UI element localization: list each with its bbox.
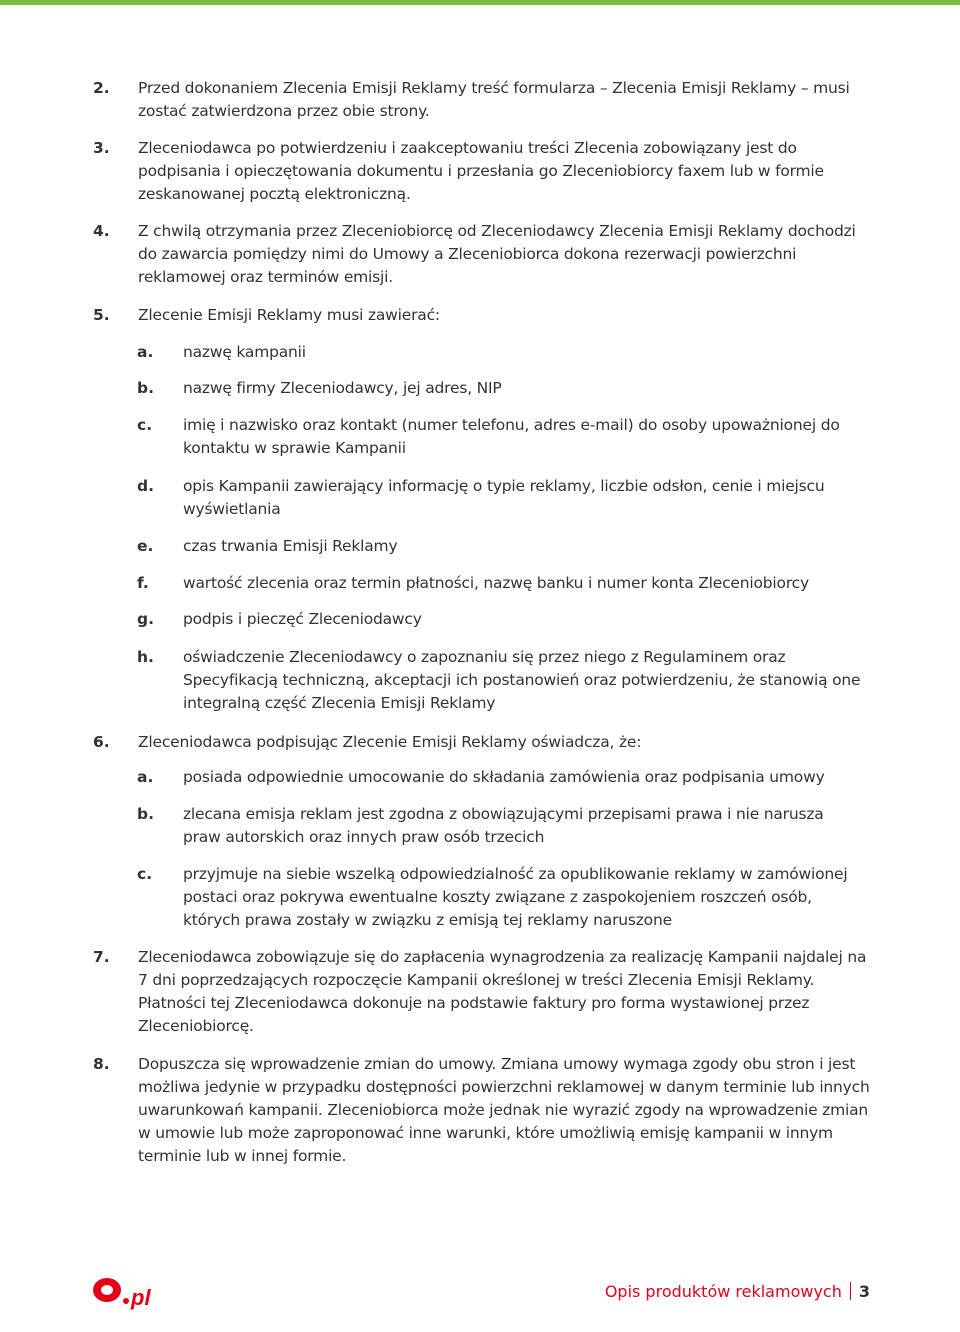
sub-item-text: oświadczenie Zleceniodawcy o zapoznaniu się przez niego z Regulaminem oraz Specyfikacją techniczną, akceptacji ich postanowień oraz potwierdzeniu, że stanowią one integralną część Zlecenia Emisji Reklamy [183, 648, 861, 712]
item-number: 2. [93, 79, 110, 97]
item-text: Zleceniodawca zobowiązuje się do zapłacenia wynagrodzenia za realizację Kampanii najdalej na 7 dni poprzedzających rozpoczęcie Kampanii określonej w treści Zlecenia Emisji Reklamy. Płatności tej Zleceniodawca dokonuje na podstawie faktury pro forma wystawionej przez Zleceniobiorcę. [138, 948, 867, 1035]
sub-item-text: czas trwania Emisji Reklamy [183, 537, 398, 555]
item-text: Zleceniodawca po potwierdzeniu i zaakceptowaniu treści Zlecenia zobowiązany jest do podpisania i opieczętowania dokumentu i przesłania go Zleceniobiorcy faxem lub w formie zeskanowanej pocztą elektroniczną. [138, 139, 824, 203]
sub-item-letter: h. [137, 648, 154, 666]
sub-item-letter: e. [137, 537, 154, 555]
item-number: 8. [93, 1055, 110, 1073]
sub-item-text: opis Kampanii zawierający informację o typie reklamy, liczbie odsłon, cenie i miejscu wyświetlania [183, 477, 825, 518]
item-text: Przed dokonaniem Zlecenia Emisji Reklamy treść formularza – Zlecenia Emisji Reklamy – musi zostać zatwierdzona przez obie strony. [138, 79, 850, 120]
footer-title [605, 1281, 870, 1303]
sub-item-letter: d. [137, 477, 154, 495]
sub-item-text: zlecana emisja reklam jest zgodna z obowiązującymi przepisami prawa i nie narusza praw autorskich oraz innych praw osób trzecich [183, 805, 824, 846]
item-text: Dopuszcza się wprowadzenie zmian do umowy. Zmiana umowy wymaga zgody obu stron i jest możliwa jedynie w przypadku dostępności powierzchni reklamowej w danym terminie lub innych uwarunkowań kampanii. Zleceniobiorca może jednak nie wyrazić zgody na wprowadzenie zmian w umowie lub może zaproponować inne warunki, które umożliwią emisję kampanii w innym terminie lub w innej formie. [138, 1055, 870, 1165]
sub-item-letter: f. [137, 574, 149, 592]
svg-text:pl: pl [131, 1285, 151, 1310]
page-number: 3 [858, 1282, 870, 1301]
item-number: 6. [93, 733, 110, 751]
sub-item-letter: b. [137, 805, 154, 823]
item-text: Zlecenie Emisji Reklamy musi zawierać: [138, 306, 440, 324]
item-number: 4. [93, 222, 110, 240]
sub-item-text: przyjmuje na siebie wszelką odpowiedzialność za opublikowanie reklamy w zamówionej postaci oraz pokrywa ewentualne koszty związane z zaspokojeniem roszczeń osób, których prawa zostały w związku z emisją tej reklamy naruszone [183, 865, 848, 929]
sub-item-text: posiada odpowiednie umocowanie do składania zamówienia oraz podpisania umowy [183, 768, 825, 786]
sub-item-letter: a. [137, 768, 154, 786]
sub-item-text: imię i nazwisko oraz kontakt (numer telefonu, adres e-mail) do osoby upoważnionej do kontaktu w sprawie Kampanii [183, 416, 840, 457]
item-number: 3. [93, 139, 110, 157]
footer-separator [850, 1282, 851, 1300]
sub-item-letter: c. [137, 416, 153, 434]
sub-item-letter: b. [137, 379, 154, 397]
sub-item-text: nazwę firmy Zleceniodawcy, jej adres, NIP [183, 379, 502, 397]
opl-logo [90, 1272, 160, 1312]
item-number: 5. [93, 306, 110, 324]
sub-item-text: nazwę kampanii [183, 343, 306, 361]
item-text: Zleceniodawca podpisując Zlecenie Emisji Reklamy oświadcza, że: [138, 733, 642, 751]
sub-item-letter: a. [137, 343, 154, 361]
item-text: Z chwilą otrzymania przez Zleceniobiorcę od Zleceniodawcy Zlecenia Emisji Reklamy dochodzi do zawarcia pomiędzy nimi do Umowy a Zleceniobiorca dokona rezerwacji powierzchni reklamowej oraz terminów emisji. [138, 222, 856, 286]
sub-item-text: podpis i pieczęć Zleceniodawcy [183, 610, 422, 628]
footer-document-title: Opis produktów reklamowych [604, 1282, 842, 1301]
item-number: 7. [93, 948, 110, 966]
sub-item-letter: c. [137, 865, 153, 883]
sub-item-letter: g. [137, 610, 154, 628]
sub-item-text: wartość zlecenia oraz termin płatności, nazwę banku i numer konta Zleceniobiorcy [183, 574, 809, 592]
